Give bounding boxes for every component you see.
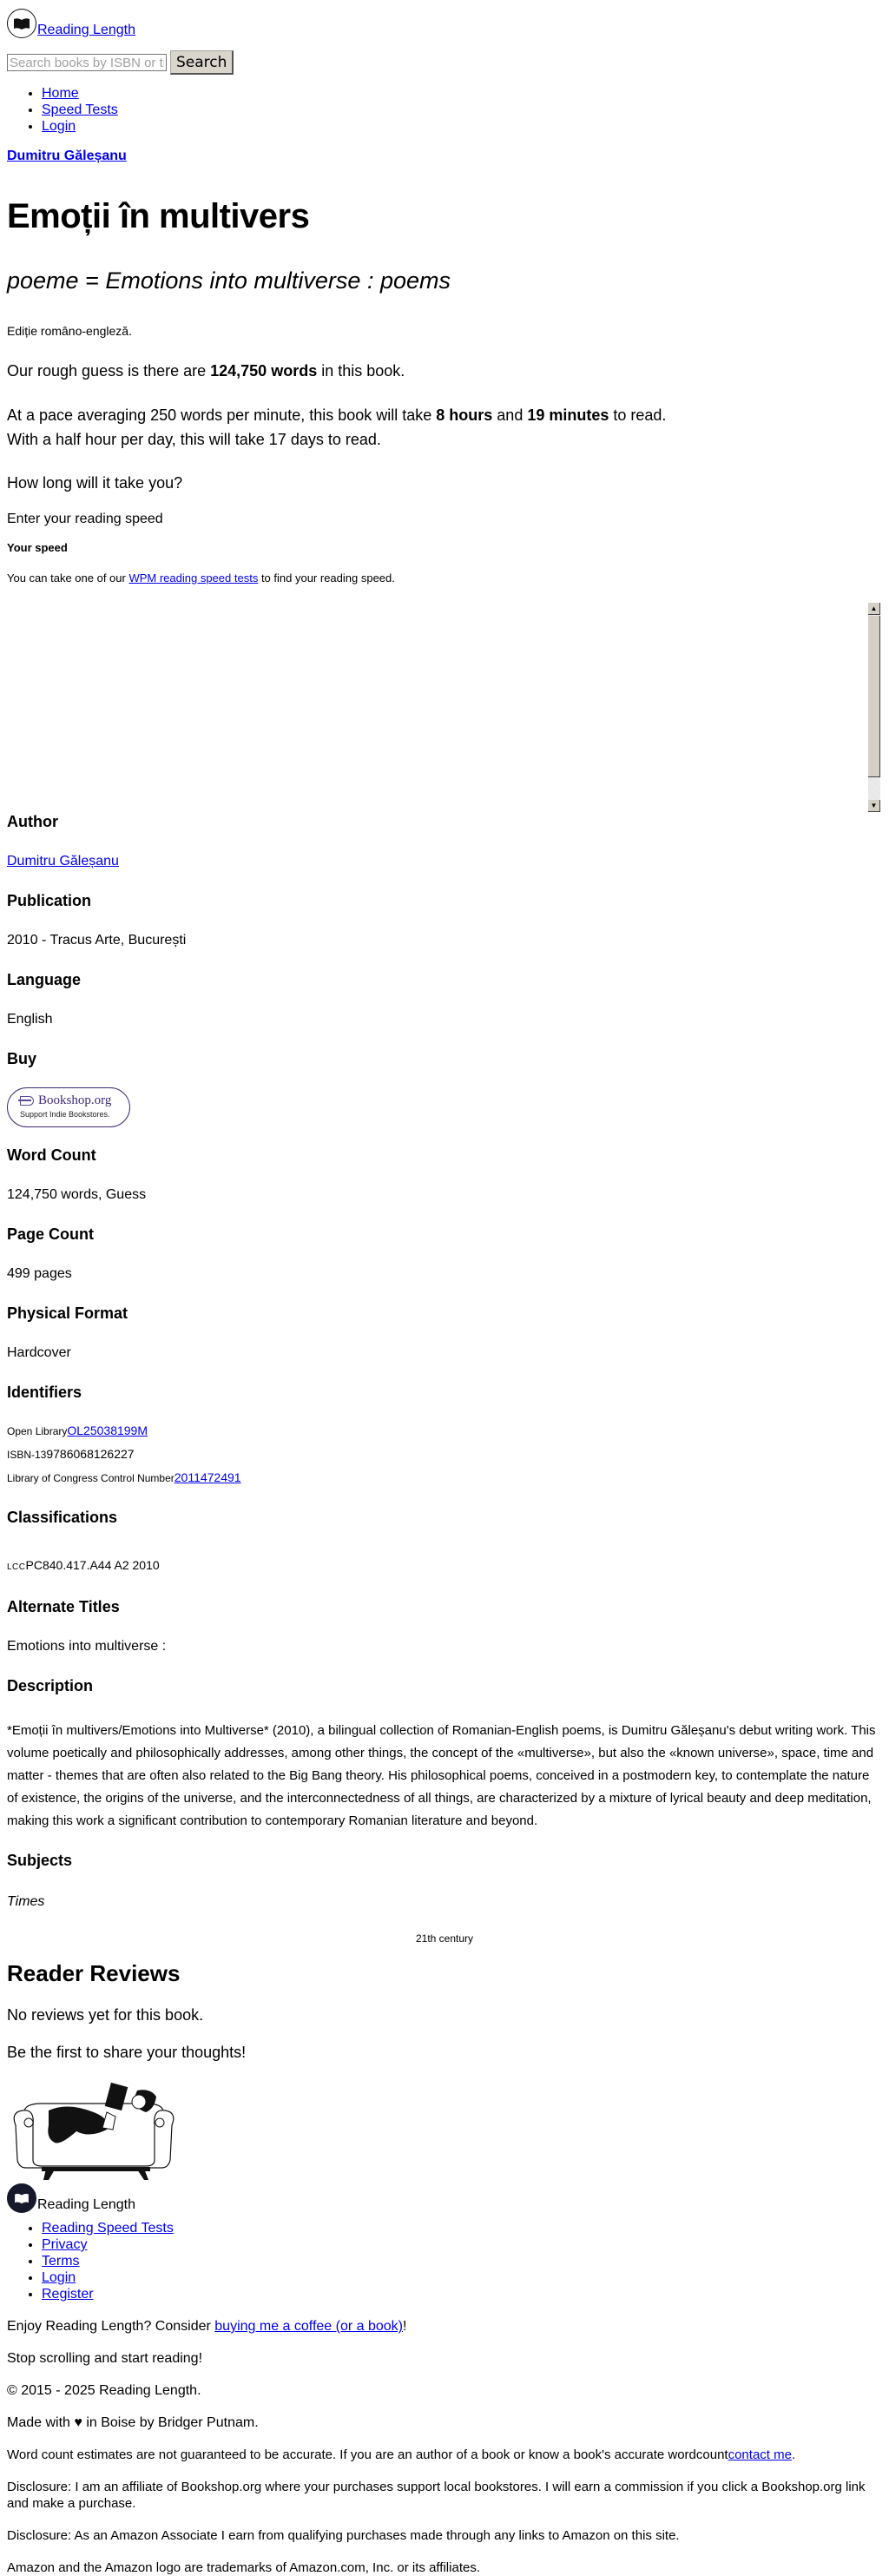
footer-nav-item: [42, 2236, 882, 2253]
coffee-note: [7, 2318, 882, 2335]
footer-nav-item: [42, 2286, 882, 2302]
pace-minutes: 19 minutes: [527, 406, 609, 424]
details-format: [7, 1305, 882, 1361]
footer-link-register[interactable]: Register: [42, 2287, 94, 2302]
identifier-label: Open Library: [7, 1425, 68, 1437]
wordcount-value: 124,750 words, Guess: [7, 1187, 147, 1202]
footer-nav: [7, 2220, 882, 2302]
search-input[interactable]: [7, 54, 167, 71]
heart-icon: ♥: [74, 2415, 82, 2430]
pace-prefix: At a pace averaging 250 words per minute, this book will take: [7, 406, 437, 424]
details-buy: [7, 1050, 882, 1146]
bookshop-tagline: Support Indie Bookstores.: [20, 1110, 110, 1119]
wc-prefix: Word count estimates are not guaranteed to be accurate. If you are an author of a book or know a book's accurate wordcount: [7, 2447, 728, 2462]
details-pagecount: [7, 1225, 882, 1282]
first-review-cta: Be the first to share your thoughts!: [7, 2044, 247, 2061]
details-subjects: [7, 1852, 882, 1945]
speed-calculator-frame[interactable]: [7, 600, 882, 813]
wordcount-disclaimer: [7, 2447, 882, 2463]
book-subtitle: poeme = Emotions into multiverse : poems: [7, 268, 451, 294]
pagecount-value: 499 pages: [7, 1266, 72, 1281]
lccn-link[interactable]: 2011472491: [174, 1470, 241, 1484]
reading-time: [7, 403, 882, 452]
identifier-row: [7, 1419, 882, 1443]
details-identifiers: [7, 1384, 882, 1489]
main-nav: [7, 85, 882, 135]
scroll-thumb[interactable]: [868, 616, 880, 777]
language-value: English: [7, 1012, 53, 1027]
reader-on-couch-illustration: [7, 2077, 181, 2182]
book-title: Emoții în multivers: [7, 197, 310, 235]
subject-item: Times: [7, 1894, 45, 1909]
half-hour-days: With a half hour per day, this will take 17 days to read.: [7, 431, 381, 448]
description-text: *Emoții în multivers/Emotions into Multiverse* (2010), a bilingual collection of Romanian-English poems, is Dumitru Găleșanu's debut writing work. This volume poetically and philosophically addresses, among other things, the concept of the «multiverse», but also the «known universe», space, time and matter - themes that are often also related to the Big Bang theory. His philosophical poems, conceived in a postmodern key, to contemplate the nature of existence, the origins of the universe, and the interconnectedness of all things, are characterized by a mixture of lyrical beauty and deep meditation, making this work a significant contribution to contemporary Romanian literature and beyond.: [7, 1723, 876, 1828]
bookshop-logo: [20, 1093, 129, 1108]
speed-tests-link[interactable]: WPM reading speed tests: [128, 571, 259, 585]
nav-link-speed-tests[interactable]: Speed Tests: [42, 102, 118, 117]
footer-link-speed-tests[interactable]: Reading Speed Tests: [42, 2221, 174, 2236]
author-value: [7, 854, 882, 869]
footer-link-login[interactable]: Login: [42, 2270, 76, 2285]
identifier-row: [7, 1466, 882, 1489]
made-prefix: Made with: [7, 2415, 75, 2430]
nav-link-login[interactable]: Login: [42, 119, 76, 134]
test-prefix: You can take one of our: [7, 571, 129, 585]
amazon-trademark: Amazon and the Amazon logo are trademarks of Amazon.com, Inc. or its affiliates.: [7, 2560, 480, 2575]
search-button[interactable]: Search: [170, 50, 234, 75]
details-classifications: [7, 1509, 882, 1572]
header-brand: [7, 7, 882, 38]
footer-nav-item: [42, 2253, 882, 2269]
details-description: [7, 1677, 882, 1833]
alt-titles-value: Emotions into multiverse :: [7, 1639, 167, 1654]
identifiers-heading: Identifiers: [7, 1384, 82, 1401]
footer-link-privacy[interactable]: Privacy: [42, 2237, 88, 2252]
publication-value: 2010 - Tracus Arte, București: [7, 933, 187, 948]
scroll-down-arrow-icon[interactable]: ▼: [868, 800, 880, 812]
nav-link-home[interactable]: Home: [42, 86, 79, 101]
identifier-label: Library of Congress Control Number: [7, 1472, 175, 1484]
enter-speed-label: Enter your reading speed: [7, 512, 163, 526]
book-author-header: [7, 149, 882, 164]
pace-suffix: to read.: [609, 406, 667, 424]
details-publication: [7, 892, 882, 948]
footer-nav-item: [42, 2269, 882, 2286]
footer-link-terms[interactable]: Terms: [42, 2254, 80, 2269]
nav-item-login: [42, 118, 882, 135]
made-suffix: in Boise by Bridger Putnam.: [82, 2415, 259, 2430]
isbn-value: 9786068126227: [46, 1447, 135, 1461]
identifiers-list: [7, 1419, 882, 1489]
details-author: [7, 813, 882, 869]
coffee-link[interactable]: buying me a coffee (or a book): [214, 2319, 403, 2334]
pace-and: and: [492, 406, 528, 424]
footer-brand-name: Reading Length: [37, 2197, 135, 2212]
footer-brand: [7, 2183, 882, 2213]
word-count-bold: 124,750 words: [210, 362, 318, 380]
reviews-heading: Reader Reviews: [7, 1960, 181, 1986]
how-long-heading: How long will it take you?: [7, 474, 183, 492]
bookshop-disclosure: Disclosure: I am an affiliate of Bookshop.org where your purchases support local bookstores. I will earn a commission if you click a Bookshop.org link and make a purchase.: [7, 2480, 866, 2511]
coffee-prefix: Enjoy Reading Length? Consider: [7, 2319, 215, 2334]
amazon-disclosure: Disclosure: As an Amazon Associate I earn from qualifying purchases made through any links to Amazon on this site.: [7, 2528, 680, 2543]
bookshop-b-icon: [20, 1096, 34, 1106]
word-guess-suffix: in this book.: [317, 362, 405, 380]
word-guess: [7, 362, 882, 380]
your-speed-label: Your speed: [7, 541, 68, 554]
brand-link[interactable]: Reading Length: [37, 23, 135, 37]
footer-nav-item: [42, 2220, 882, 2236]
format-value: Hardcover: [7, 1345, 71, 1360]
speed-test-note: [7, 571, 882, 585]
book-logo-icon[interactable]: [7, 9, 36, 38]
frame-scrollbar[interactable]: [868, 603, 880, 812]
subjects-heading: Subjects: [7, 1852, 73, 1869]
classifications-heading: Classifications: [7, 1509, 118, 1526]
nav-item-home: [42, 85, 882, 102]
pace-hours: 8 hours: [436, 406, 493, 424]
copyright: © 2015 - 2025 Reading Length.: [7, 2383, 201, 2398]
edition-note: Ediție româno-engleză.: [7, 324, 132, 338]
publication-heading: Publication: [7, 892, 92, 909]
details-language: [7, 971, 882, 1027]
nav-item-speed-tests: [42, 102, 882, 118]
author-link-top[interactable]: Dumitru Găleșanu: [7, 149, 127, 163]
wordcount-heading: Word Count: [7, 1146, 96, 1164]
author-link[interactable]: Dumitru Găleșanu: [7, 854, 119, 869]
identifier-row: [7, 1443, 882, 1466]
no-reviews-text: No reviews yet for this book.: [7, 2006, 204, 2024]
lcc-value: [7, 1558, 882, 1572]
footer-book-logo-icon: [7, 2183, 36, 2213]
bookshop-button[interactable]: [7, 1087, 130, 1127]
open-library-link[interactable]: OL25038199M: [67, 1423, 148, 1437]
wc-suffix: .: [791, 2447, 796, 2462]
format-heading: Physical Format: [7, 1305, 128, 1322]
stop-scrolling: Stop scrolling and start reading!: [7, 2351, 203, 2366]
details-wordcount: [7, 1146, 882, 1203]
word-guess-prefix: Our rough guess is there are: [7, 362, 211, 380]
lcc-label: LCC: [7, 1562, 26, 1572]
alt-titles-heading: Alternate Titles: [7, 1598, 120, 1615]
lcc-number: PC840.417.A44 A2 2010: [25, 1558, 160, 1572]
coffee-suffix: !: [403, 2319, 407, 2334]
details-alt-titles: [7, 1598, 882, 1655]
description-heading: Description: [7, 1677, 94, 1694]
pagecount-heading: Page Count: [7, 1225, 95, 1243]
identifier-label: ISBN-13: [7, 1449, 47, 1461]
author-heading: Author: [7, 813, 58, 830]
buy-heading: Buy: [7, 1050, 37, 1067]
subject-item: 21th century: [415, 1932, 474, 1945]
bookshop-name: Bookshop.org: [38, 1093, 112, 1107]
made-with: [7, 2414, 882, 2431]
test-suffix: to find your reading speed.: [258, 571, 395, 585]
language-heading: Language: [7, 971, 82, 988]
contact-link[interactable]: contact me: [728, 2447, 792, 2462]
search-form: [7, 50, 882, 75]
scroll-up-arrow-icon[interactable]: ▲: [868, 603, 880, 615]
